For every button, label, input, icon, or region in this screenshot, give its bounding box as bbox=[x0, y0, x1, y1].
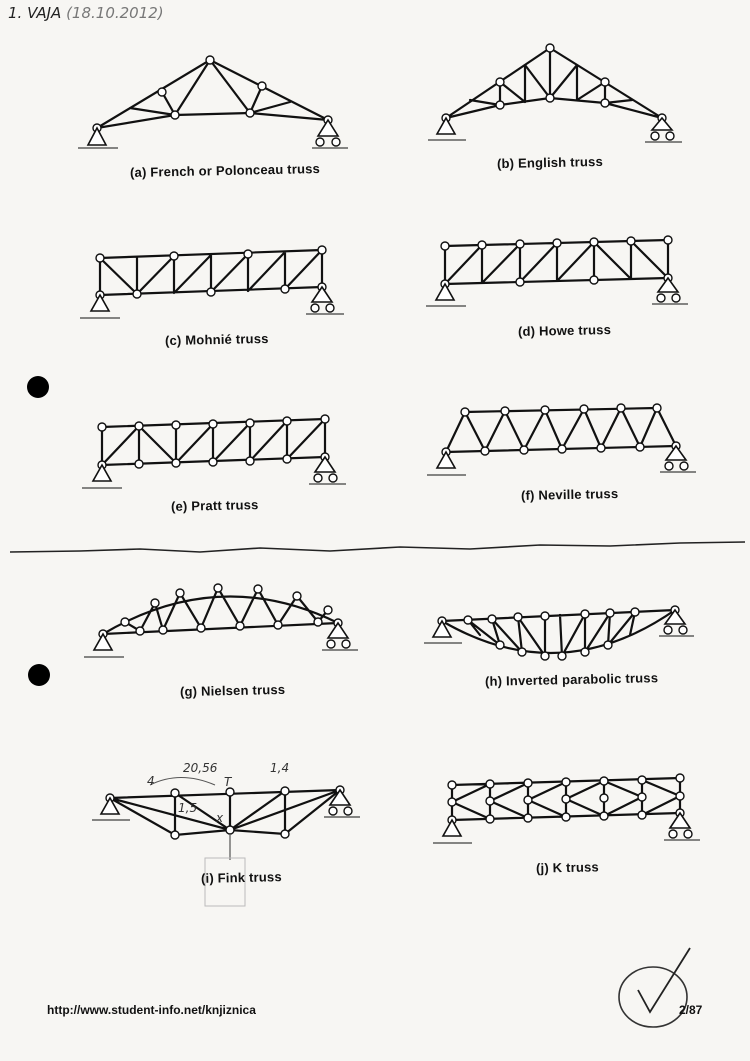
caption-i: (i) Fink truss bbox=[200, 869, 282, 886]
truss-f-neville bbox=[427, 404, 696, 475]
caption-b: (b) English truss bbox=[496, 153, 604, 172]
fink-note-t: T bbox=[224, 775, 232, 789]
truss-e-pratt bbox=[82, 415, 346, 488]
caption-e: (e) Pratt truss bbox=[170, 497, 259, 514]
date-text: (18.10.2012) bbox=[66, 4, 164, 22]
truss-b-english bbox=[428, 44, 682, 142]
truss-c-mohnie bbox=[80, 246, 344, 318]
caption-d: (d) Howe truss bbox=[517, 322, 612, 339]
fink-note-15: 1,5 bbox=[178, 801, 198, 815]
fink-note-2056: 20,56 bbox=[183, 761, 218, 775]
truss-d-howe bbox=[426, 236, 688, 306]
page-number: 2/87 bbox=[679, 1003, 703, 1017]
truss-a-french bbox=[78, 56, 348, 148]
caption-a: (a) French or Polonceau truss bbox=[129, 161, 321, 180]
truss-h-inverted-parabolic bbox=[424, 606, 694, 660]
caption-c: (c) Mohnié truss bbox=[164, 330, 269, 349]
fink-note-x: x bbox=[216, 811, 224, 825]
torn-edge-line bbox=[10, 542, 745, 552]
truss-g-nielsen bbox=[84, 584, 358, 657]
title-text: 1. VAJA bbox=[8, 4, 62, 22]
caption-h: (h) Inverted parabolic truss bbox=[484, 670, 659, 689]
caption-g: (g) Nielsen truss bbox=[179, 681, 286, 700]
fink-note-4: 4 bbox=[147, 774, 155, 788]
caption-f: (f) Neville truss bbox=[520, 485, 619, 504]
fink-note-14: 1,4 bbox=[270, 761, 290, 775]
footer-url: http://www.student-info.net/knjiznica bbox=[47, 1003, 256, 1017]
truss-j-k bbox=[433, 774, 700, 843]
caption-j: (j) K truss bbox=[535, 859, 600, 876]
